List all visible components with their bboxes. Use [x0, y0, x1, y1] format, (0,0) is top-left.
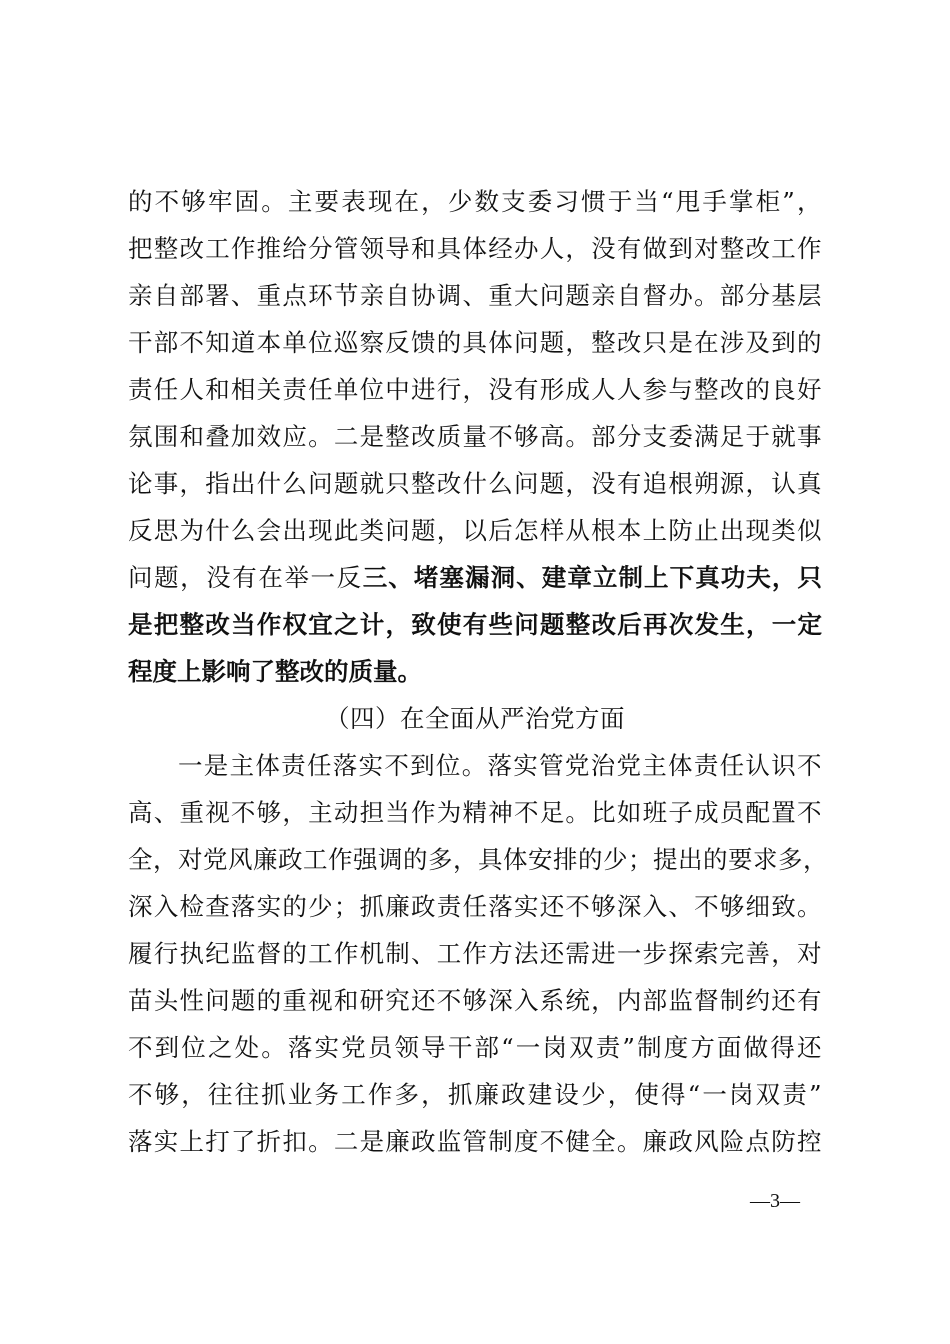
- paragraph-line: 落实上打了折扣。二是廉政监管制度不健全。廉政风险点防控: [128, 1127, 822, 1156]
- text-line: 把整改工作推给分管领导和具体经办人，没有做到对整改工作: [128, 234, 822, 263]
- paragraph-line: 一是主体责任落实不到位。落实管党治党主体责任认识不: [178, 751, 822, 780]
- text-line: 反思为什么会出现此类问题，以后怎样从根本上防止出现类似: [128, 516, 822, 545]
- text-line: 论事，指出什么问题就只整改什么问题，没有追根朔源，认真: [128, 469, 822, 498]
- paragraph-line: 全，对党风廉政工作强调的多，具体安排的少；提出的要求多，: [128, 845, 828, 874]
- paragraph-line: 不够，往往抓业务工作多，抓廉政建设少，使得“一岗双责”: [128, 1080, 822, 1109]
- text-span: 问题，没有在举一反: [128, 563, 363, 592]
- mixed-text-line: [128, 554, 822, 601]
- paragraph-line: 履行执纪监督的工作机制、工作方法还需进一步探索完善，对: [128, 939, 822, 968]
- text-line: 的不够牢固。主要表现在，少数支委习惯于当“甩手掌柜”，: [128, 187, 822, 216]
- text-line: 责任人和相关责任单位中进行，没有形成人人参与整改的良好: [128, 375, 822, 404]
- document-body: [128, 178, 828, 1165]
- text-line: 氛围和叠加效应。二是整改质量不够高。部分支委满足于就事: [128, 422, 822, 451]
- text-line: 亲自部署、重点环节亲自协调、重大问题亲自督办。部分基层: [128, 281, 822, 310]
- paragraph-line: 深入检查落实的少；抓廉政责任落实还不够深入、不够细致。: [128, 892, 822, 921]
- bold-text-line: 是把整改当作权宜之计，致使有些问题整改后再次发生，一定: [128, 610, 822, 639]
- bold-text-line: 程度上影响了整改的质量。: [128, 657, 422, 686]
- text-line: 干部不知道本单位巡察反馈的具体问题，整改只是在涉及到的: [128, 328, 822, 357]
- paragraph-line: 不到位之处。落实党员领导干部“一岗双责”制度方面做得还: [128, 1033, 822, 1062]
- page-number: —3—: [750, 1190, 800, 1212]
- section-heading: （四）在全面从严治党方面: [325, 704, 625, 733]
- paragraph-line: 苗头性问题的重视和研究还不够深入系统，内部监督制约还有: [128, 986, 822, 1015]
- bold-text-span: 三、堵塞漏洞、建章立制上下真功夫，只: [362, 563, 823, 592]
- paragraph-line: 高、重视不够，主动担当作为精神不足。比如班子成员配置不: [128, 798, 822, 827]
